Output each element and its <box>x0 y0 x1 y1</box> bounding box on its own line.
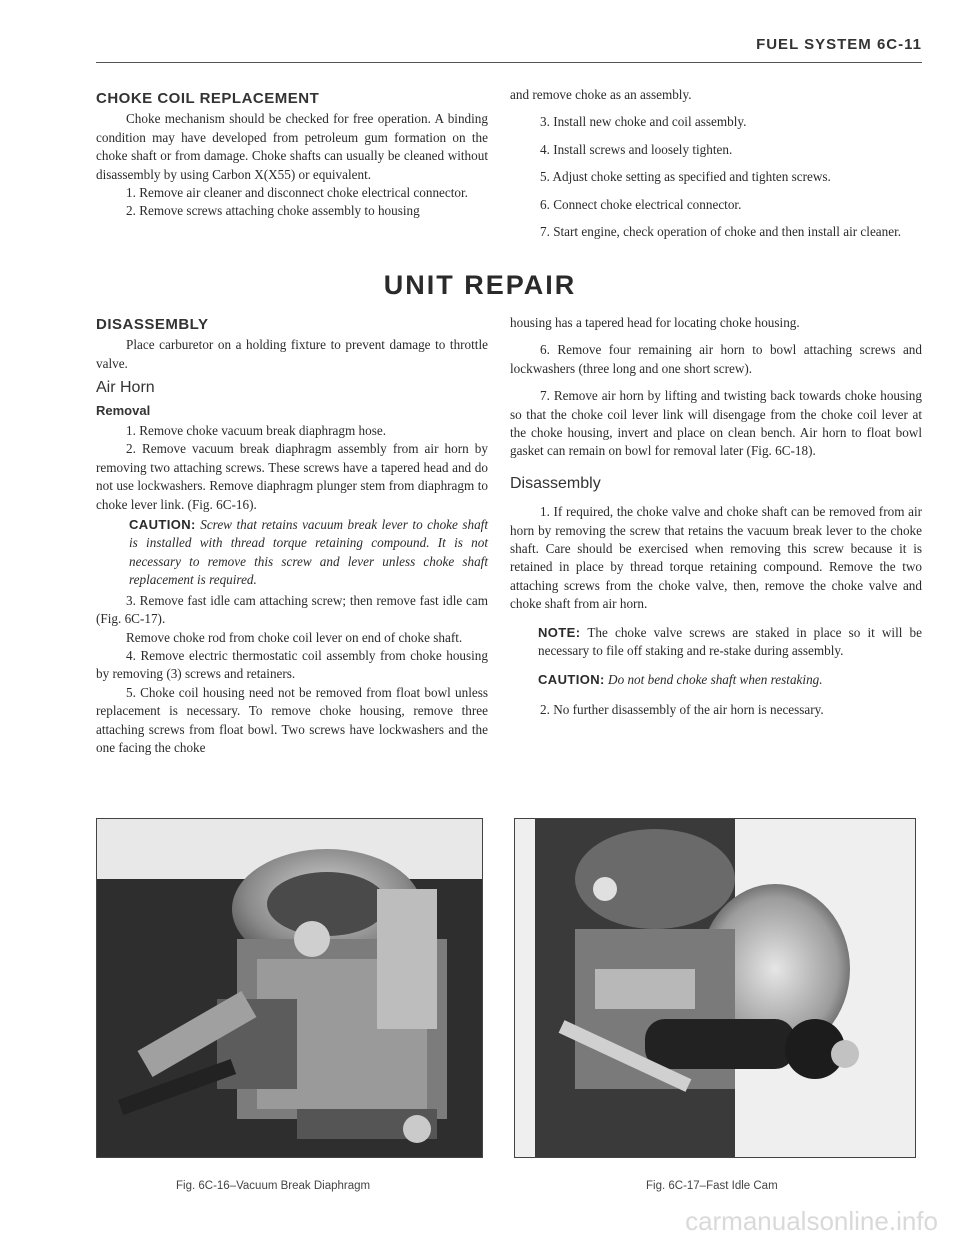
page-header <box>96 30 922 63</box>
disassembly-intro: Place carburetor on a holding fixture to prevent damage to throttle valve. <box>96 337 488 371</box>
choke-intro: Choke mechanism should be checked for free operation. A binding condition may have developed from petroleum gum formation on the choke shaft or from damage. Choke shafts can usually be cleaned without disassembly by using Carbon X(X55) or equivalent. <box>96 111 488 182</box>
note-label: NOTE: <box>538 624 581 640</box>
note-block <box>538 624 922 661</box>
choke-step-1: 1. Remove air cleaner and disconnect choke electrical connector. <box>126 185 468 201</box>
caution-2 <box>538 671 922 689</box>
disassembly-subheading: Disassembly <box>510 474 601 492</box>
disassembly-heading: DISASSEMBLY <box>96 316 209 333</box>
choke-heading: CHOKE COIL REPLACEMENT <box>96 90 320 107</box>
disassembly-section-cont <box>510 314 922 719</box>
removal-step-3b: Remove choke rod from choke coil lever on end of choke shaft. <box>126 629 463 645</box>
caution-2-label: CAUTION: <box>538 671 605 687</box>
disassembly-section <box>96 316 488 757</box>
disassembly-step-2: 2. No further disassembly of the air horn is necessary. <box>540 701 824 717</box>
choke-step-2: 2. Remove screws attaching choke assembly to housing <box>126 203 420 219</box>
choke-step-4: 4. Install screws and loosely tighten. <box>540 141 733 157</box>
page-header-title: FUEL SYSTEM 6C-11 <box>756 36 922 53</box>
figure-6c-16-caption: Fig. 6C-16–Vacuum Break Diaphragm <box>176 1180 371 1192</box>
unit-repair-heading: UNIT REPAIR <box>383 270 577 300</box>
figure-6c-16-photo <box>96 818 483 1158</box>
figure-6c-17-photo <box>514 818 916 1158</box>
removal-step-5-cont: housing has a tapered head for locating choke housing. <box>510 315 800 330</box>
choke-step-3: 3. Install new choke and coil assembly. <box>540 114 747 130</box>
choke-step-6: 6. Connect choke electrical connector. <box>540 196 742 212</box>
caution-1-label: CAUTION: <box>129 517 196 533</box>
choke-step-2-cont: and remove choke as an assembly. <box>510 87 692 102</box>
choke-section-cont <box>510 86 922 241</box>
carburetor-photo-1 <box>97 819 482 1157</box>
removal-step-1: 1. Remove choke vacuum break diaphragm hose. <box>126 423 387 439</box>
figure-6c-17-caption: Fig. 6C-17–Fast Idle Cam <box>646 1180 778 1192</box>
choke-section <box>96 90 488 221</box>
removal-step-2: 2. Remove vacuum break diaphragm assembly from air horn by removing two attaching screws. These screws have a tapered head and do not use lockwashers. Remove diaphragm plunger stem from diaphragm to choke lever link. (Fig. 6C-16). <box>96 441 488 512</box>
watermark: carmanualsonline.info <box>685 1206 938 1236</box>
disassembly-step-1: 1. If required, the choke valve and choke shaft can be removed from air horn by removing the screw that retains the vacuum break lever to the choke shaft. Care should be exercised when removing this screw because it is retained in place by thread torque retaining compound. Remove the two attaching screws from the choke valve, then, remove the choke valve and choke shaft from air horn. <box>510 504 922 612</box>
removal-heading: Removal <box>96 402 151 418</box>
removal-step-6: 6. Remove four remaining air horn to bowl attaching screws and lockwashers (three long and one short screw). <box>510 342 922 376</box>
air-horn-heading: Air Horn <box>96 379 155 397</box>
removal-step-3: 3. Remove fast idle cam attaching screw; then remove fast idle cam (Fig. 6C-17). <box>96 592 488 627</box>
carburetor-photo-2 <box>515 819 915 1157</box>
choke-step-7: 7. Start engine, check operation of choke and then install air cleaner. <box>540 224 902 240</box>
caution-1-text: Screw that retains vacuum break lever to choke shaft is installed with thread torque retaining compound. It is not necessary to remove this screw and lever unless choke shaft replacement is required. <box>129 517 489 588</box>
choke-step-5: 5. Adjust choke setting as specified and tighten screws. <box>540 169 831 185</box>
removal-step-4: 4. Remove electric thermostatic coil assembly from choke housing by removing (3) screws and retainers. <box>96 647 488 682</box>
note-text: The choke valve screws are staked in place so it will be necessary to file off staking and re-stake during assembly. <box>538 624 922 659</box>
caution-2-text: Do not bend choke shaft when restaking. <box>608 671 823 687</box>
removal-step-7: 7. Remove air horn by lifting and twisting back towards choke housing so that the choke coil lever link will disengage from the choke coil lever at the choke housing, invert and place on clean bench. Air horn to float bowl gasket can remain on bowl for removal later (Fig. 6C-18). <box>510 388 922 459</box>
caution-1 <box>129 516 488 590</box>
removal-step-5: 5. Choke coil housing need not be removed from float bowl unless replacement is necessary. To remove choke housing, remove three attaching screws from float bowl. Two screws have lockwashers and the one facing the choke <box>96 684 488 755</box>
